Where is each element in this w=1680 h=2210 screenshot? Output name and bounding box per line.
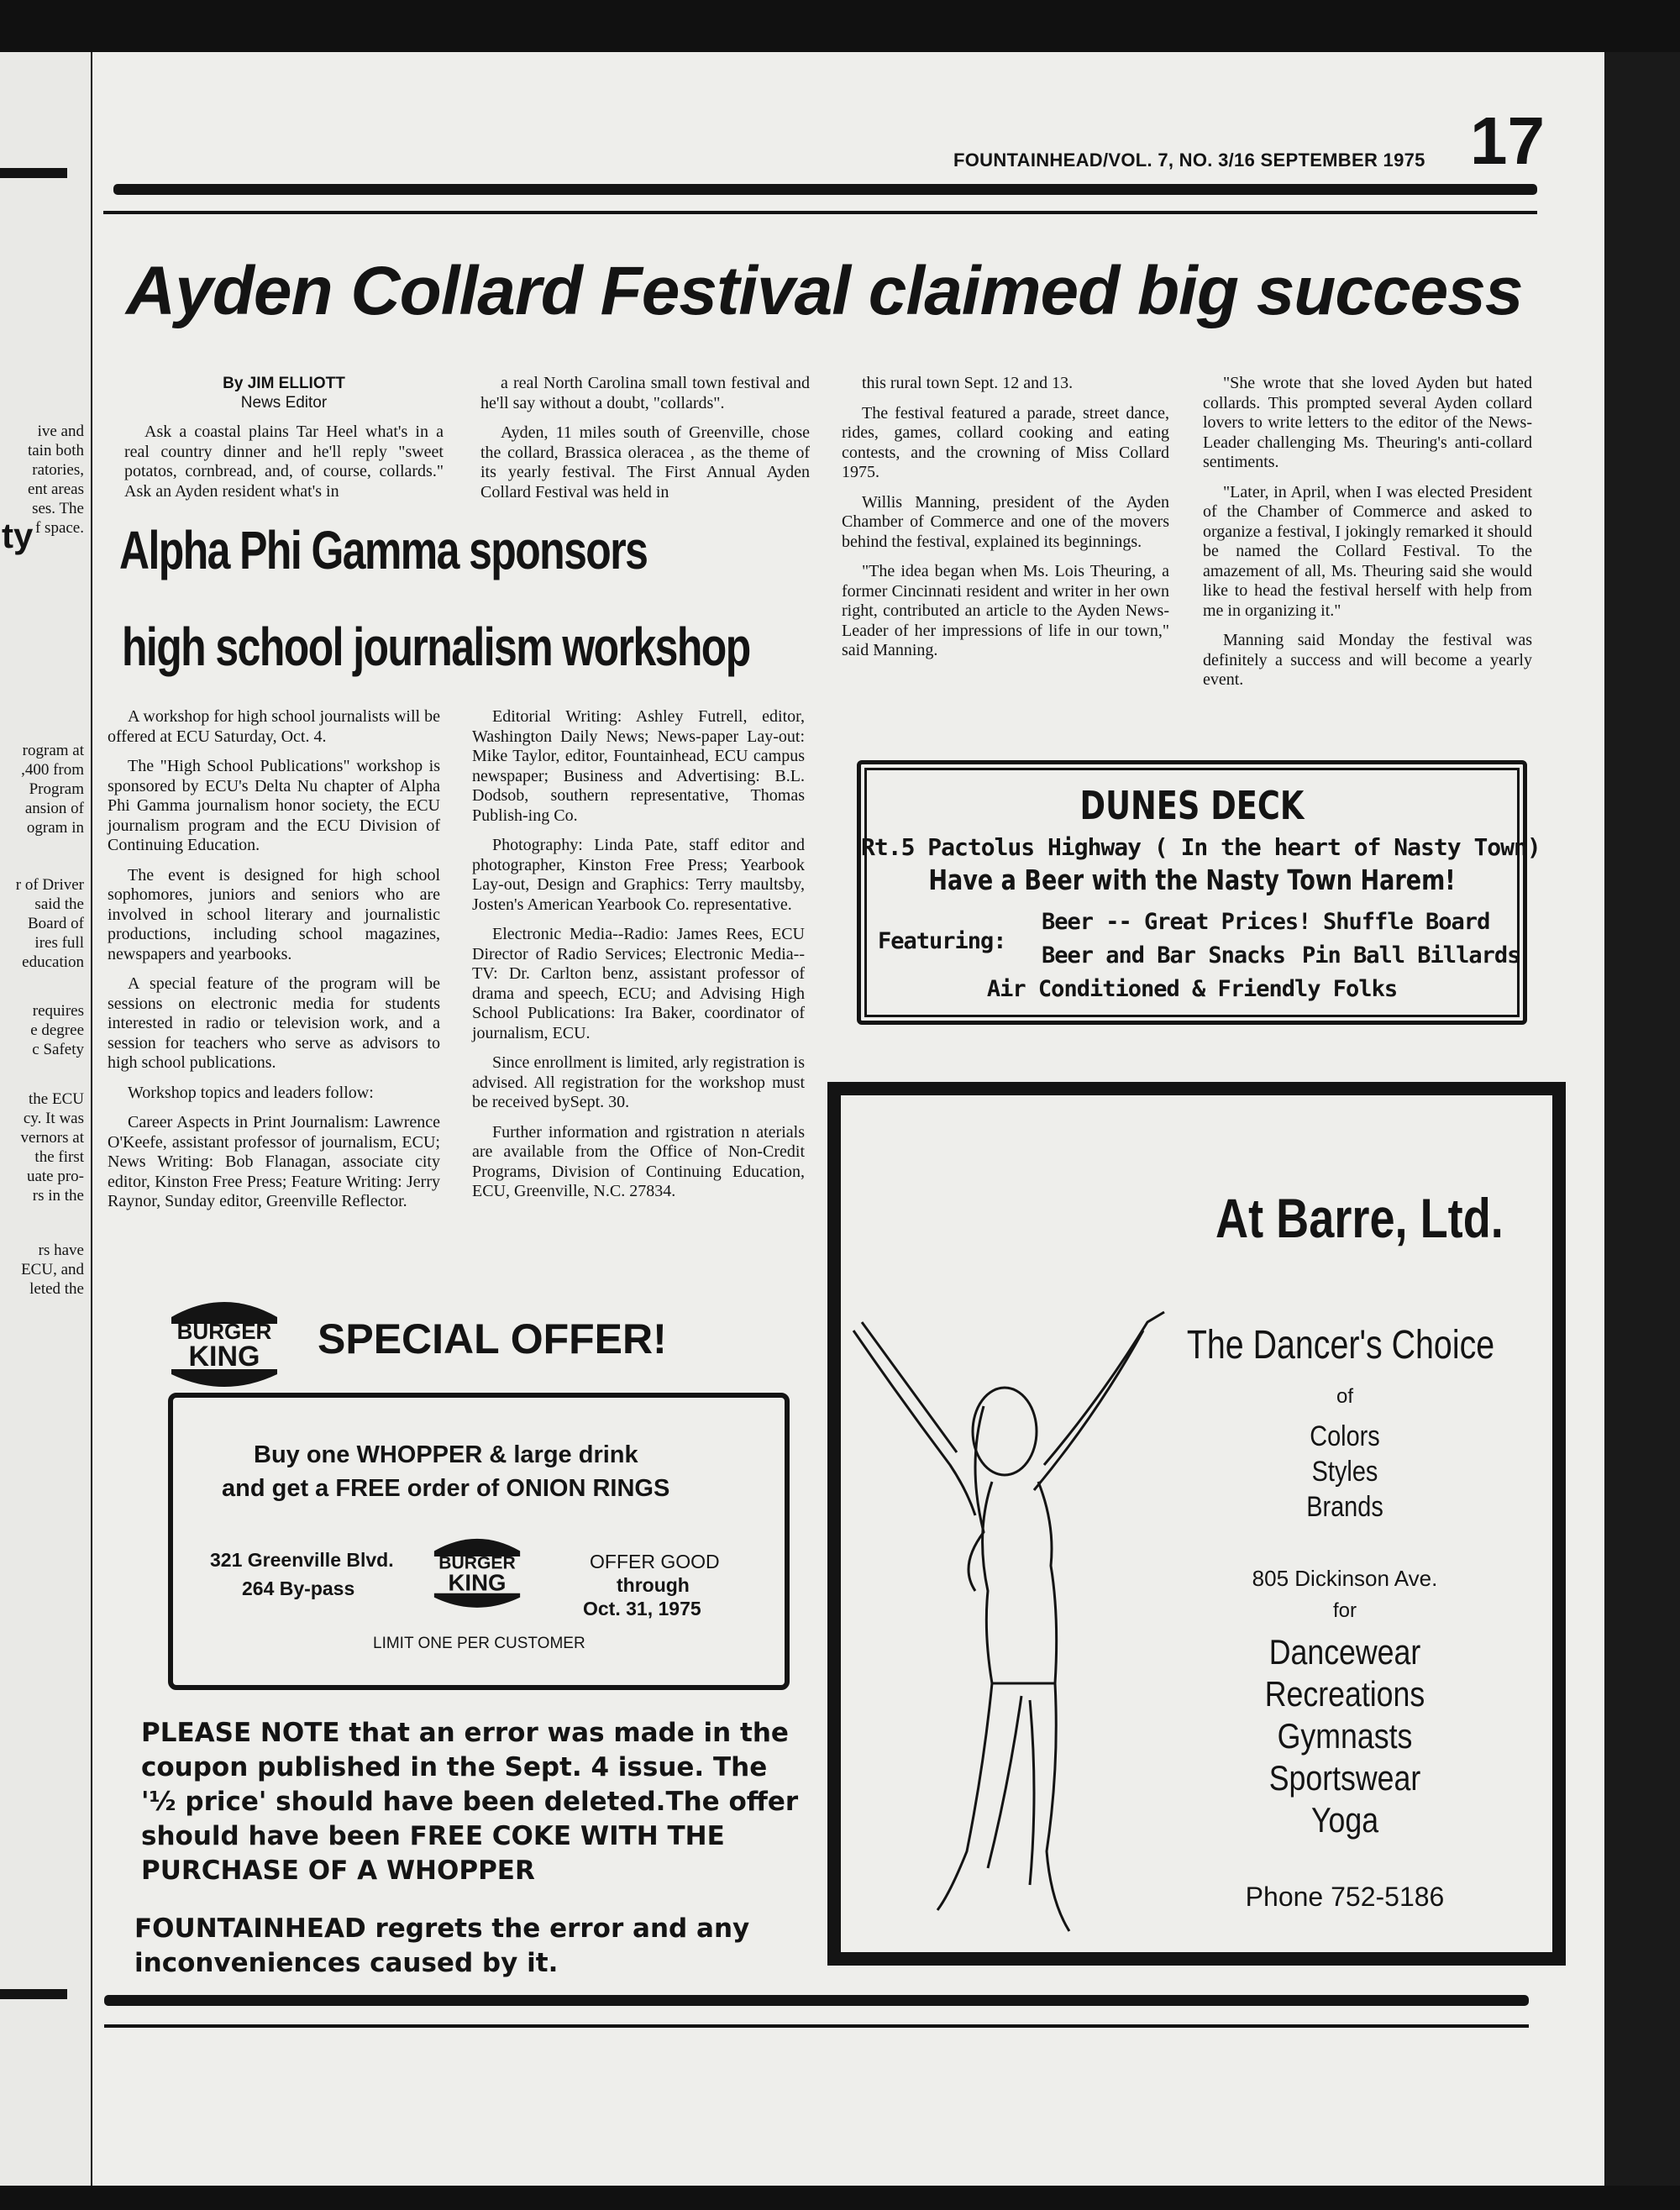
prev-page-line: ECU, and (21, 1261, 84, 1278)
fountainhead-regrets-notice (134, 1912, 749, 1981)
dunes-item-beer: Beer -- Great Prices! (1042, 909, 1311, 935)
dancer-illustration (849, 1213, 1185, 1935)
article1-col2-paragraph: a real North Carolina small town festival and he'll say without a doubt, "collards". (480, 374, 810, 412)
byline (124, 374, 444, 412)
masthead: FOUNTAINHEAD/VOL. 7, NO. 3/16 SEPTEMBER 1975 (953, 150, 1425, 171)
prev-page-line: uate pro- (26, 1168, 84, 1185)
prev-page-line: rs in the (32, 1187, 84, 1205)
barre-attributes (1227, 1419, 1462, 1525)
dunes-item-snacks: Beer and Bar Snacks (1042, 942, 1285, 969)
prev-page-line: education (22, 953, 84, 971)
dunes-last-line: Air Conditioned & Friendly Folks (986, 976, 1398, 1002)
article1-col3-paragraph: Willis Manning, president of the Ayden Chamber of Commerce and one of the movers behind the festival, explained its beginnings. (842, 492, 1169, 551)
headline-alpha-phi-gamma-line1: Alpha Phi Gamma sponsors (119, 520, 648, 580)
barre-category-item: Sportswear (1268, 1758, 1421, 1798)
barre-attribute-item: Brands (1306, 1491, 1383, 1523)
barre-phone: Phone 752-5186 (1245, 1882, 1445, 1912)
notice-line: FOUNTAINHEAD regrets the error and any (134, 1913, 750, 1944)
please-note-notice (141, 1716, 798, 1888)
byline-title: News Editor (240, 394, 328, 412)
article2-column-2 (472, 707, 805, 1212)
prev-page-line: Program (29, 780, 84, 798)
article1-column-2 (480, 374, 810, 512)
notice-line: coupon published in the Sept. 4 issue. The (141, 1752, 768, 1782)
article1-col4-paragraph: "Later, in April, when I was elected President of the Chamber of Commerce and asked to organize a festival, I jokingly remarked it should be named the Collard Festival. To the amazement of all, Ms. Theuring said she would like to head the festival herself with help from me in organizing it." (1203, 482, 1532, 620)
barre-attribute-item: Styles (1311, 1456, 1378, 1488)
headline-collard-festival: Ayden Collard Festival claimed big success (126, 253, 1523, 329)
dancer-left-arm (853, 1331, 975, 1515)
article2-col2-paragraph: Photography: Linda Pate, staff editor and photographer, Kinston Free Press; Yearbook Lay-out, Design and Graphics: Terry maultsby, Josten's American Yearbook Co. representative. (472, 836, 805, 914)
article2-col1-paragraph: A workshop for high school journalists will be offered at ECU Saturday, Oct. 4. (108, 707, 440, 746)
prev-page-line: r of Driver (15, 876, 84, 894)
coupon-burger-king-logo (430, 1530, 524, 1611)
prev-page-line: ansion of (24, 800, 84, 817)
coupon-line-2: and get a FREE order of ONION RINGS (222, 1475, 670, 1502)
notice-line: '½ price' should have been deleted.The offer (141, 1787, 799, 1817)
article1-col4-paragraph: "She wrote that she loved Ayden but hated collards. This prompted several Ayden collard lovers to write letters to the editor of the News-Leader challenging Ms. Theuring's anti-collard sentiments. (1203, 374, 1532, 471)
headline-alpha-phi-gamma-line2: high school journalism workshop (122, 617, 750, 677)
special-offer-heading: SPECIAL OFFER! (318, 1315, 667, 1362)
article1-col4-paragraph: Manning said Monday the festival was definitely a success and will become a yearly event. (1203, 631, 1532, 689)
article2-column-1 (108, 707, 440, 1222)
prev-page-line: requires (32, 1002, 84, 1020)
prev-page-line: tain both (27, 442, 84, 459)
burger-king-coupon (168, 1393, 790, 1690)
prev-page-line: the first (34, 1148, 84, 1166)
at-barre-ad (827, 1082, 1566, 1966)
scan-margin (1604, 52, 1680, 2186)
dancer-right-arm (1044, 1312, 1164, 1465)
prev-page-line: ive and (37, 423, 84, 440)
prev-page-line: ,400 from (21, 761, 84, 779)
barre-category-item: Dancewear (1268, 1632, 1421, 1672)
notice-line: PURCHASE OF A WHOPPER (141, 1856, 535, 1886)
dunes-item-shuffle-board: Shuffle Board (1323, 909, 1490, 935)
barre-category-item: Recreations (1264, 1674, 1425, 1714)
coupon-expiry: Oct. 31, 1975 (583, 1598, 701, 1619)
bk-logo-top-text: BURGER (176, 1319, 272, 1344)
dancer-right-leg (1047, 1683, 1069, 1931)
prev-page-line: ent areas (28, 480, 84, 498)
prev-page-line: Board of (27, 915, 84, 932)
prev-page-line: ires full (34, 934, 84, 952)
barre-attribute-item: Colors (1310, 1420, 1380, 1452)
dancer-left-leg-inner (988, 1696, 1021, 1868)
bk-logo-bottom-text: KING (188, 1341, 260, 1373)
prev-page-bottom-rule (0, 1989, 67, 1999)
prev-page-line: e degree (30, 1021, 84, 1039)
article2-col1-paragraph: Workshop topics and leaders follow: (128, 1083, 374, 1102)
dunes-title: DUNES DECK (1079, 783, 1305, 828)
coupon-logo-bottom-text: KING (448, 1569, 507, 1596)
bottom-rule-thick (104, 1995, 1529, 2006)
article1-column-4 (1203, 374, 1532, 701)
article1-col1-paragraph: Ask a coastal plains Tar Heel what's in a real country dinner and he'll reply "sweet potatos, cornbread, and, of course, collards." Ask an Ayden resident what's in (124, 423, 444, 501)
prev-page-line: the ECU (29, 1090, 84, 1108)
prev-heading-fragment: ty (2, 516, 34, 555)
prev-page-line: rs have (38, 1241, 84, 1259)
notice-line: should have been FREE COKE WITH THE (141, 1821, 725, 1851)
burger-king-logo (166, 1292, 282, 1391)
barre-of: of (1336, 1385, 1353, 1408)
article2-col1-paragraph: The event is designed for high school sophomores, juniors and seniors who are involved in school literary and journalistic productions, including school magazines, newspapers and yearbooks. (108, 865, 440, 963)
prev-page-line: ses. The (32, 500, 84, 517)
barre-title: At Barre, Ltd. (1215, 1187, 1504, 1249)
article1-col2-paragraph: Ayden, 11 miles south of Greenville, chose the collard, Brassica oleracea , as the theme of its yearly festival. The First Annual Ayden Collard Festival was held in (480, 423, 810, 501)
bottom-rule-thin (104, 2024, 1529, 2028)
coupon-address-1: 321 Greenville Blvd. (210, 1549, 394, 1571)
article2-col1-paragraph: Career Aspects in Print Journalism: Lawrence O'Keefe, assistant professor of journalism, ECU; News Writing: Bob Flanagan, associate city editor, Kinston Free Press; Feature Writing: Jerry Raynor, Sunday editor, Greenville Reflector. (108, 1113, 440, 1210)
dancer-left-arm-inner (862, 1322, 957, 1452)
dancer-hair (969, 1406, 984, 1591)
dunes-address: Rt.5 Pactolus Highway ( In the heart of Nasty Town) (861, 833, 1541, 861)
top-rule-thin (103, 211, 1537, 214)
top-rule-thick (113, 184, 1537, 195)
notice-line: inconveniences caused by it. (134, 1948, 559, 1978)
article2-col2-paragraph: Electronic Media--Radio: James Rees, ECU Director of Radio Services; Electronic Media--TV: Dr. Carlton benz, assistant professor of drama and speech, ECU; and Advising High School Publications: Ira Baker, coordinator of journalism, ECU. (472, 925, 805, 1042)
article1-col3-paragraph: this rural town Sept. 12 and 13. (862, 374, 1074, 392)
barre-tagline: The Dancer's Choice (1186, 1323, 1495, 1367)
prev-page-line: vernors at (20, 1129, 84, 1147)
dancer-torso (983, 1482, 1057, 1683)
article2-col2-paragraph: Editorial Writing: Ashley Futrell, editor, Washington Daily News; News-paper Lay-out: Mike Taylor, editor, Fountainhead, ECU campus newspaper; Business and Advertising: B.L. Dodsob, southern representative, Thomas Publish-ing Co. (472, 707, 805, 825)
byline-name: By JIM ELLIOTT (223, 375, 345, 392)
barre-address: 805 Dickinson Ave. (1252, 1566, 1438, 1591)
coupon-offer-good: OFFER GOOD (590, 1551, 720, 1572)
dunes-harem-line: Have a Beer with the Nasty Town Harem! (928, 864, 1456, 896)
article1-column-3 (842, 374, 1169, 671)
article1-col3-paragraph: "The idea began when Ms. Lois Theuring, a former Cincinnati resident and writer in her own right, contributed an article to the Ayden News-Leader of her impressions of life in our town," said Manning. (842, 562, 1169, 659)
dancer-right-leg-inner (1030, 1700, 1034, 1885)
coupon-address-2: 264 By-pass (242, 1577, 355, 1599)
page-number: 17 (1470, 103, 1545, 178)
article2-col1-paragraph: A special feature of the program will be sessions on electronic media for students interested in radio or television work, and a session for teachers who serve as advisors to high school publications. (108, 974, 440, 1072)
coupon-logo-top-text: BURGER (438, 1553, 516, 1573)
barre-for: for (1332, 1599, 1357, 1622)
prev-page-line: c Safety (32, 1041, 84, 1058)
barre-category-item: Gymnasts (1277, 1716, 1413, 1756)
dancer-left-leg (937, 1683, 992, 1910)
prev-page-line: ratories, (32, 461, 84, 479)
dunes-deck-ad (857, 760, 1541, 1025)
prev-page-rule (0, 168, 67, 178)
barre-categories (1194, 1631, 1496, 1841)
prev-page-line: f space. (34, 519, 84, 537)
coupon-limit: LIMIT ONE PER CUSTOMER (373, 1635, 585, 1652)
article2-col2-paragraph: Further information and rgistration n aterials are available from the Office of Non-Credit Programs, Division of Continuing Education, ECU, Greenville, N.C. 27834. (472, 1122, 805, 1200)
article2-col2-paragraph: Since enrollment is limited, arly registration is advised. All registration for the workshop must be received bySept. 30. (472, 1053, 805, 1111)
dancer-head (973, 1388, 1037, 1475)
notice-line: PLEASE NOTE that an error was made in the (141, 1718, 789, 1748)
dunes-item-pinball: Pin Ball Billards (1302, 942, 1520, 969)
article2-col1-paragraph: The "High School Publications" workshop is sponsored by ECU's Delta Nu chapter of Alpha Phi Gamma journalism honor society, the ECU journalism program and the ECU Division of Continuing Education. (108, 757, 440, 854)
prev-page-line: rogram at (22, 742, 84, 759)
prev-page-line: ogram in (26, 819, 84, 837)
dunes-featuring: Featuring: (878, 928, 1006, 954)
prev-page-line: leted the (29, 1280, 84, 1298)
prev-page-line: said the (34, 895, 84, 913)
article1-col3-paragraph: The festival featured a parade, street dance, rides, games, collard cooking and eating contests, and the crowning of Miss Collard 1975. (842, 403, 1169, 481)
previous-page-fragment (0, 52, 91, 2186)
coupon-through: through (617, 1574, 690, 1596)
article1-column-1 (124, 374, 444, 512)
prev-page-line: cy. It was (23, 1110, 84, 1127)
barre-category-item: Yoga (1310, 1800, 1379, 1840)
coupon-line-1: Buy one WHOPPER & large drink (254, 1441, 638, 1468)
